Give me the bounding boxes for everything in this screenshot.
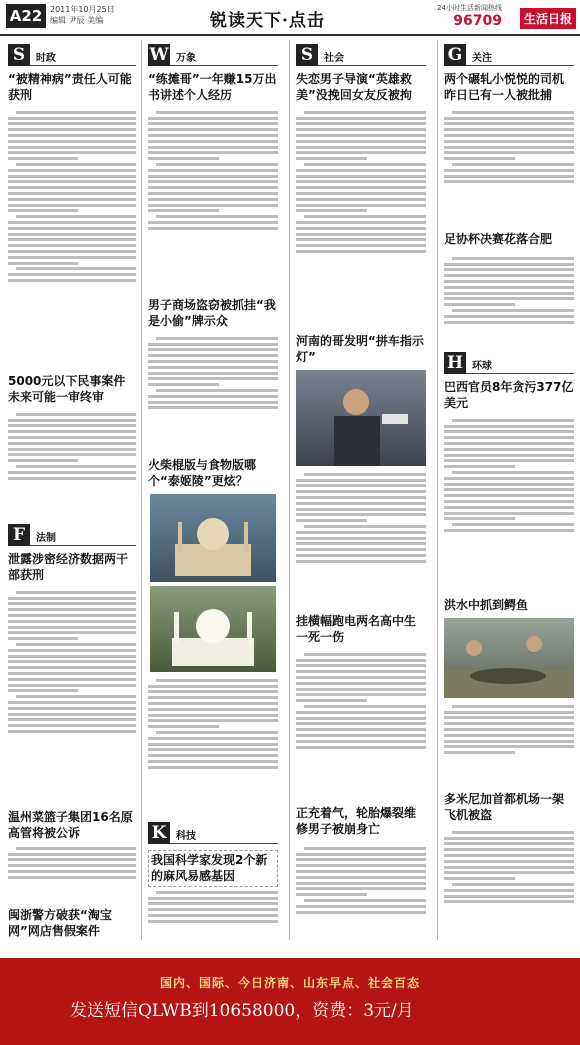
article-body: [444, 108, 574, 226]
category-letter: F: [8, 524, 30, 546]
article-body: [8, 410, 136, 518]
category-name: 法制: [36, 533, 56, 544]
article-body: [444, 702, 574, 784]
issue-date: 2011年10月25日: [50, 5, 115, 14]
food-taj-mahal-photo: [150, 586, 276, 672]
category-letter: H: [444, 352, 466, 374]
category-name: 万象: [176, 53, 196, 64]
taxi-driver-photo: [296, 370, 426, 466]
crocodile-photo: [444, 618, 574, 698]
headline[interactable]: 挂横幅跑电两名高中生一死一伤: [296, 614, 417, 644]
article-body: [148, 108, 278, 294]
headline[interactable]: “练摊哥”一年赚15万出书讲述个人经历: [148, 72, 277, 102]
ad-sms-offer: 发送短信QLWB到10658000，资费：3元/月: [70, 1001, 414, 1021]
headline[interactable]: 巴西官员8年贪污377亿美元: [444, 380, 574, 410]
category-header: [444, 44, 574, 66]
section-title: 锐读天下·点击: [210, 11, 325, 31]
article-body: [444, 828, 574, 946]
matchstick-taj-mahal-photo: [150, 494, 276, 582]
article-body: [8, 844, 136, 904]
category-header: [296, 44, 426, 66]
category-letter: S: [8, 44, 30, 66]
category-header: [8, 44, 136, 66]
category-letter: S: [296, 44, 318, 66]
category-header: [444, 352, 574, 374]
flood-crocodile-image: [444, 618, 574, 698]
category-letter: W: [149, 45, 169, 65]
editor-line: 编辑 尹辰 美编: [50, 16, 104, 25]
page-header: [0, 0, 580, 36]
category-letter: K: [148, 822, 170, 844]
article-body: [296, 470, 426, 610]
headline[interactable]: 火柴棍版与食物版哪个“泰姬陵”更炫？: [148, 458, 257, 488]
article-body: [8, 588, 136, 804]
article-body: [296, 108, 426, 330]
headline[interactable]: 失恋男子导演“英雄救美”没挽回女友反被拘: [296, 72, 412, 102]
ad-categories: 国内、国际、今日济南、山东早点、社会百态: [159, 976, 420, 990]
article-body: [296, 844, 426, 948]
category-name: 时政: [36, 53, 56, 64]
brand-logo: 生活日报: [520, 8, 576, 29]
category-letter: G: [444, 44, 466, 66]
article-body: [444, 416, 574, 594]
category-header: [148, 822, 278, 844]
dateline: [50, 4, 115, 26]
headline[interactable]: 正充着气，轮胎爆裂维修男子被崩身亡: [296, 806, 417, 836]
headline[interactable]: 我国科学家发现2个新的麻风易感基因: [148, 850, 278, 887]
article-body: [148, 676, 278, 816]
headline[interactable]: 洪水中抓到鳄鱼: [444, 598, 529, 612]
driver-with-light-image: [296, 370, 426, 466]
page-number: A22: [6, 4, 46, 28]
category-name: 科技: [176, 831, 196, 842]
article-body: [8, 108, 136, 370]
category-header: [148, 44, 278, 66]
category-header: [8, 524, 136, 546]
taj-mahal-food-image: [150, 586, 276, 672]
taj-mahal-matchstick-image: [150, 494, 276, 582]
article-body: [148, 334, 278, 454]
article-body: [148, 888, 278, 944]
category-name: 社会: [324, 53, 344, 64]
headline[interactable]: 泄露涉密经济数据两干部获刑: [8, 552, 129, 582]
category-name: 环球: [472, 361, 492, 372]
headline[interactable]: 温州菜篮子集团16名原高管将被公诉: [8, 810, 133, 840]
headline[interactable]: 河南的哥发明“拼车指示灯”: [296, 334, 424, 364]
headline[interactable]: “被精神病”责任人可能获刑: [8, 72, 132, 102]
headline[interactable]: 足协杯决赛花落合肥: [444, 232, 553, 246]
article-body: [444, 254, 574, 358]
hotline-number: 96709: [453, 13, 502, 29]
column-divider: [141, 40, 142, 940]
column-divider: [437, 40, 438, 940]
article-body: [296, 650, 426, 798]
headline[interactable]: 男子商场盗窃被抓挂“我是小偷”牌示众: [148, 298, 276, 328]
headline[interactable]: 5000元以下民事案件未来可能一审终审: [8, 374, 126, 404]
category-name: 关注: [472, 53, 492, 64]
subscription-ad-banner[interactable]: [0, 958, 580, 1045]
column-divider: [289, 40, 290, 940]
headline[interactable]: 多米尼加首都机场一架飞机被盗: [444, 792, 565, 822]
headline[interactable]: 闽浙警方破获“淘宝网”网店售假案件: [8, 908, 112, 938]
hotline-label: 24小时生活新闻热线: [437, 4, 502, 12]
headline[interactable]: 两个碾轧小悦悦的司机昨日已有一人被批捕: [444, 72, 565, 102]
